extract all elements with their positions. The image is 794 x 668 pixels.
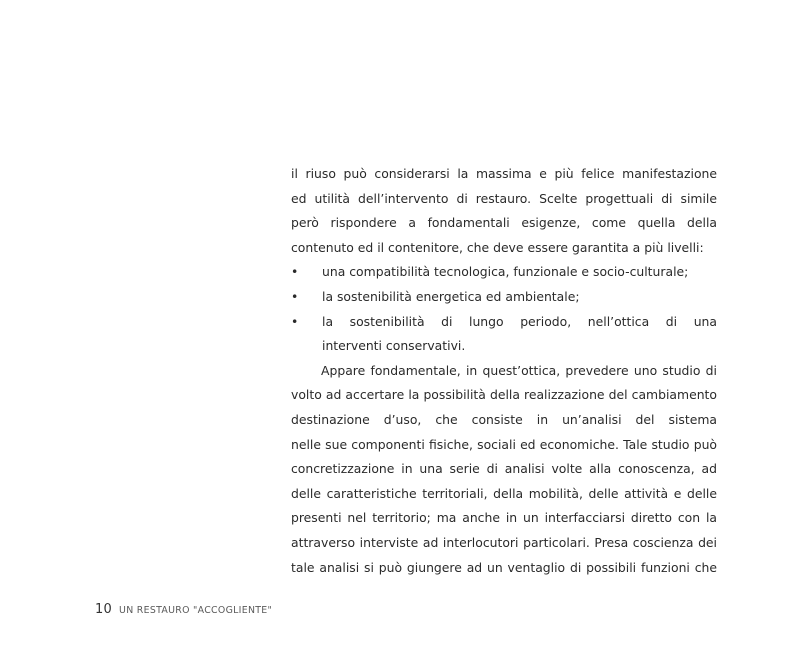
list-item-text: una compatibilità tecnologica, funzionale e socio-culturale;: [322, 264, 689, 280]
text-line: nelle sue componenti fisiche, sociali ed economiche. Tale studio può: [291, 436, 717, 452]
list-item: [291, 285, 717, 310]
text-line: tale analisi si può giungere ad un ventaglio di possibili funzioni che: [291, 559, 717, 575]
text-line: contenuto ed il contenitore, che deve essere garantita a più livelli:: [291, 239, 704, 255]
text-line: destinazione d’uso, che consiste in un’analisi del sistema: [291, 411, 717, 427]
page-number: 10: [95, 602, 112, 617]
text-line: però rispondere a fondamentali esigenze, come quella della: [291, 215, 717, 231]
text-line: volto ad accertare la possibilità della realizzazione del cambiamento: [291, 387, 717, 403]
text-line: concretizzazione in una serie di analisi volte alla conoscenza, ad: [291, 461, 717, 477]
list-item-text: la sostenibilità di lungo periodo, nell’ottica di una: [322, 313, 717, 329]
bullet-icon: •: [291, 264, 299, 280]
bullet-icon: •: [291, 313, 299, 329]
text-line: delle caratteristiche territoriali, della mobilità, delle attività e delle: [291, 485, 717, 501]
text-line: attraverso interviste ad interlocutori particolari. Presa coscienza dei: [291, 534, 717, 550]
page-footer: [95, 598, 272, 617]
list-item-text: la sostenibilità energetica ed ambientale;: [322, 288, 580, 304]
list-item-continuation: interventi conservativi.: [322, 338, 466, 354]
running-title: UN RESTAURO "ACCOGLIENTE": [119, 605, 273, 616]
text-line: presenti nel territorio; ma anche in un interfacciarsi diretto con la: [291, 510, 717, 526]
list-item: [291, 310, 717, 335]
list-item: [291, 260, 717, 285]
body-text: [291, 162, 717, 580]
text-line: ed utilità dell’intervento di restauro. Scelte progettuali di simile: [291, 190, 717, 206]
text-line: il riuso può considerarsi la massima e più felice manifestazione: [291, 166, 717, 181]
paragraph-first-line: Appare fondamentale, in quest’ottica, prevedere uno studio di: [321, 362, 717, 378]
bullet-icon: •: [291, 288, 299, 304]
